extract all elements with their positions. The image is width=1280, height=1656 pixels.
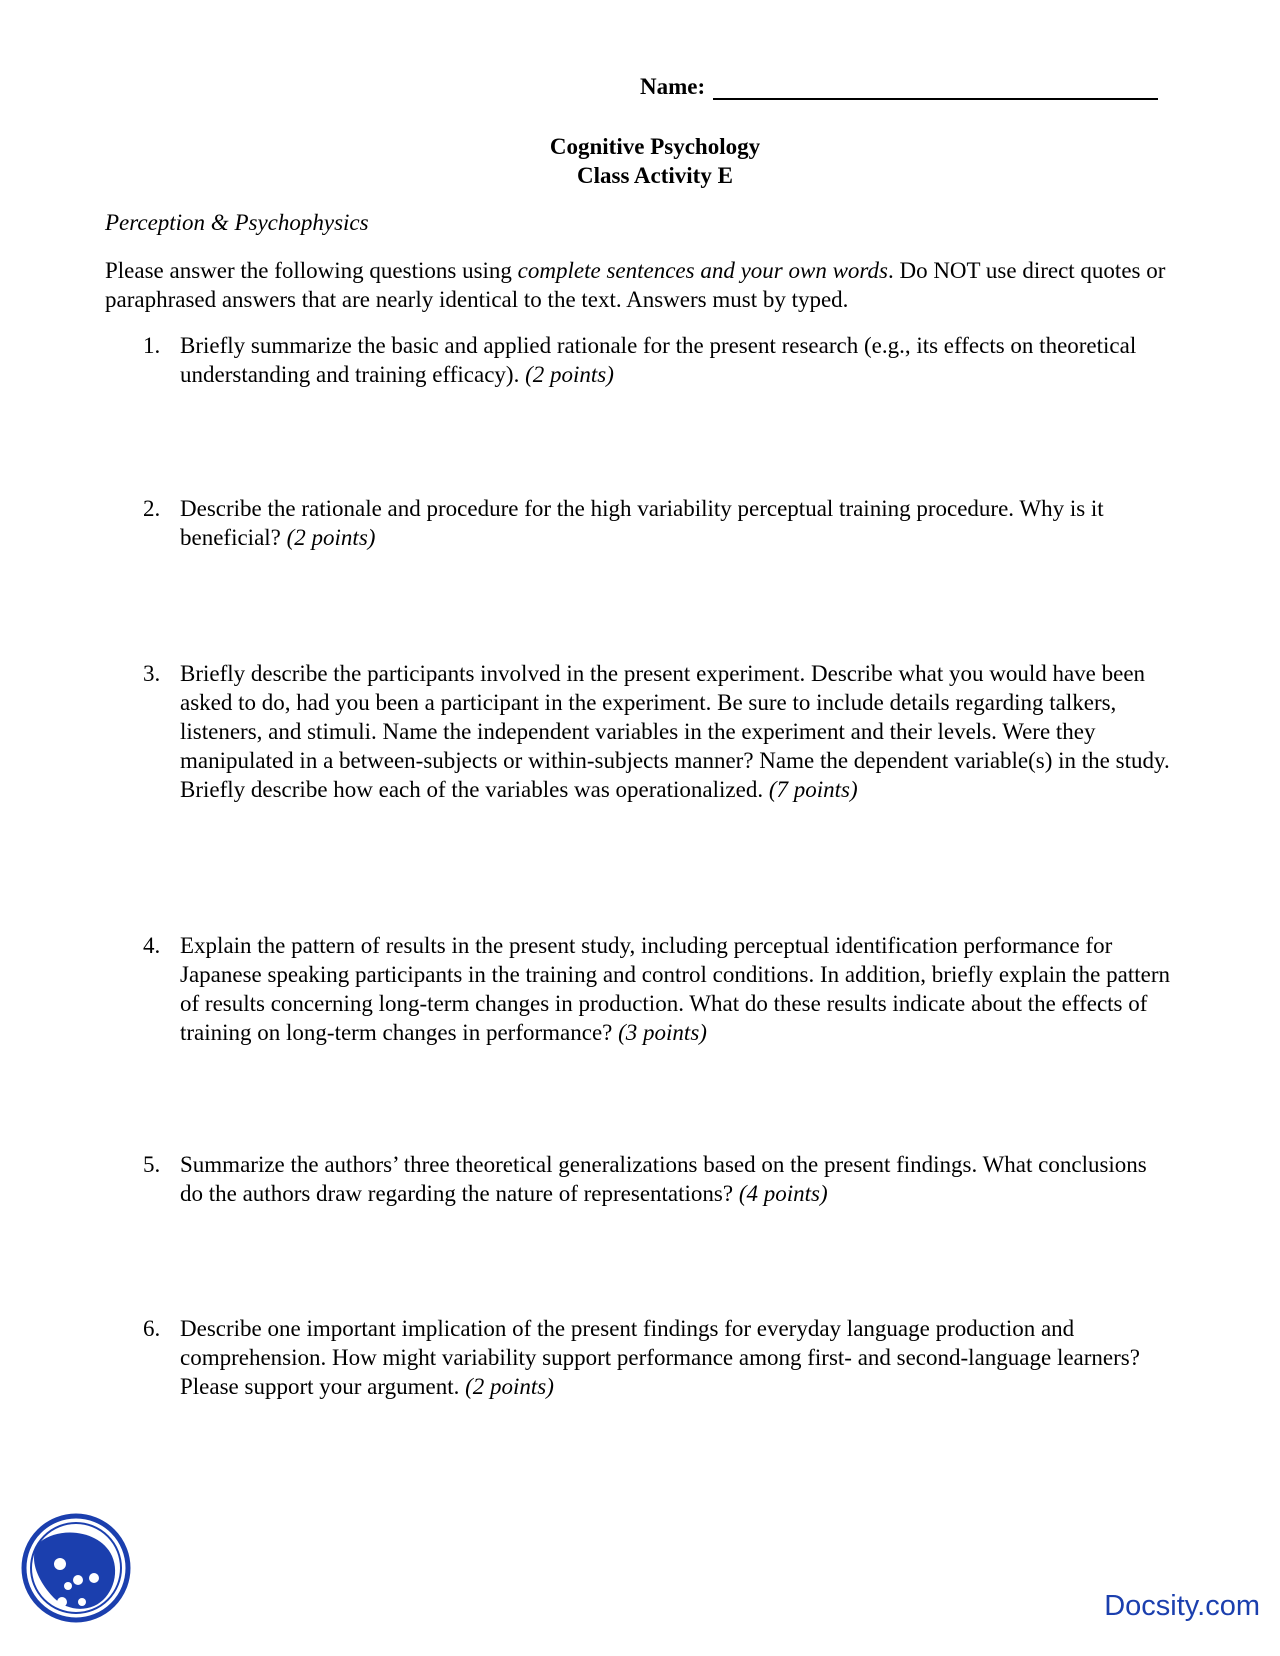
question-1 xyxy=(105,331,1175,389)
question-points: (2 points) xyxy=(525,362,614,387)
docsity-logo-icon xyxy=(20,1512,132,1624)
docsity-watermark[interactable]: Docsity.com xyxy=(1104,1590,1260,1622)
question-text: Briefly describe the participants involved in the present experiment. Describe what you would have been asked to do, had you been a participant in the experiment. Be sure to include details regarding talkers, listeners, and stimuli. Name the independent variables in the experiment and their levels. Were they manipulated in a between-subjects or within-subjects manner? Name the dependent variable(s) in the study. Briefly describe how each of the variables was operationalized. (7 points) xyxy=(180,661,1170,802)
section-label: Perception & Psychophysics xyxy=(105,210,369,235)
question-text: Explain the pattern of results in the present study, including perceptual identification performance for Japanese speaking participants in the training and control conditions. In addition, briefly explain the pattern of results concerning long-term changes in production. What do these results indicate about the effects of training on long-term changes in performance? (3 points) xyxy=(180,933,1170,1045)
name-blank-line xyxy=(713,72,1158,100)
activity-title: Class Activity E xyxy=(577,163,733,188)
question-2 xyxy=(105,494,1175,552)
question-points: (2 points) xyxy=(286,525,376,550)
instructions-emphasis: complete sentences and your own words xyxy=(517,258,888,283)
instructions-part2: . Do NOT use direct quotes or paraphrased answers that are nearly identical to the text. Answers must by typed. xyxy=(105,258,1166,312)
course-title: Cognitive Psychology xyxy=(549,134,761,159)
question-5 xyxy=(105,1150,1175,1208)
question-number: 5. xyxy=(143,1152,161,1177)
document-title xyxy=(0,132,1280,190)
question-points: (2 points) xyxy=(465,1374,554,1399)
question-number: 3. xyxy=(143,661,161,686)
question-text: Describe one important implication of the present findings for everyday language production and comprehension. How might variability support performance among first- and second-language learners? Please support your argument. (2 points) xyxy=(180,1316,1140,1399)
question-3 xyxy=(105,659,1175,804)
question-number: 6. xyxy=(143,1316,161,1341)
question-points: (4 points) xyxy=(738,1181,828,1206)
question-number: 2. xyxy=(143,496,161,521)
question-points: (3 points) xyxy=(618,1020,707,1045)
instructions-part1: Please answer the following questions using xyxy=(105,258,518,283)
instructions xyxy=(105,256,1175,314)
question-number: 1. xyxy=(143,333,161,358)
question-6 xyxy=(105,1314,1175,1401)
name-label: Name: xyxy=(640,74,706,99)
question-text: Summarize the authors’ three theoretical generalizations based on the present findings. What conclusions do the authors draw regarding the nature of representations? (4 points) xyxy=(180,1152,1147,1206)
question-number: 4. xyxy=(143,933,161,958)
question-points: (7 points) xyxy=(768,777,858,802)
name-field xyxy=(640,72,1158,100)
question-4 xyxy=(105,931,1175,1047)
question-text: Briefly summarize the basic and applied rationale for the present research (e.g., its effects on theoretical understanding and training efficacy). (2 points) xyxy=(180,333,1137,387)
question-text: Describe the rationale and procedure for the high variability perceptual training procedure. Why is it beneficial? (2 points) xyxy=(180,496,1104,550)
